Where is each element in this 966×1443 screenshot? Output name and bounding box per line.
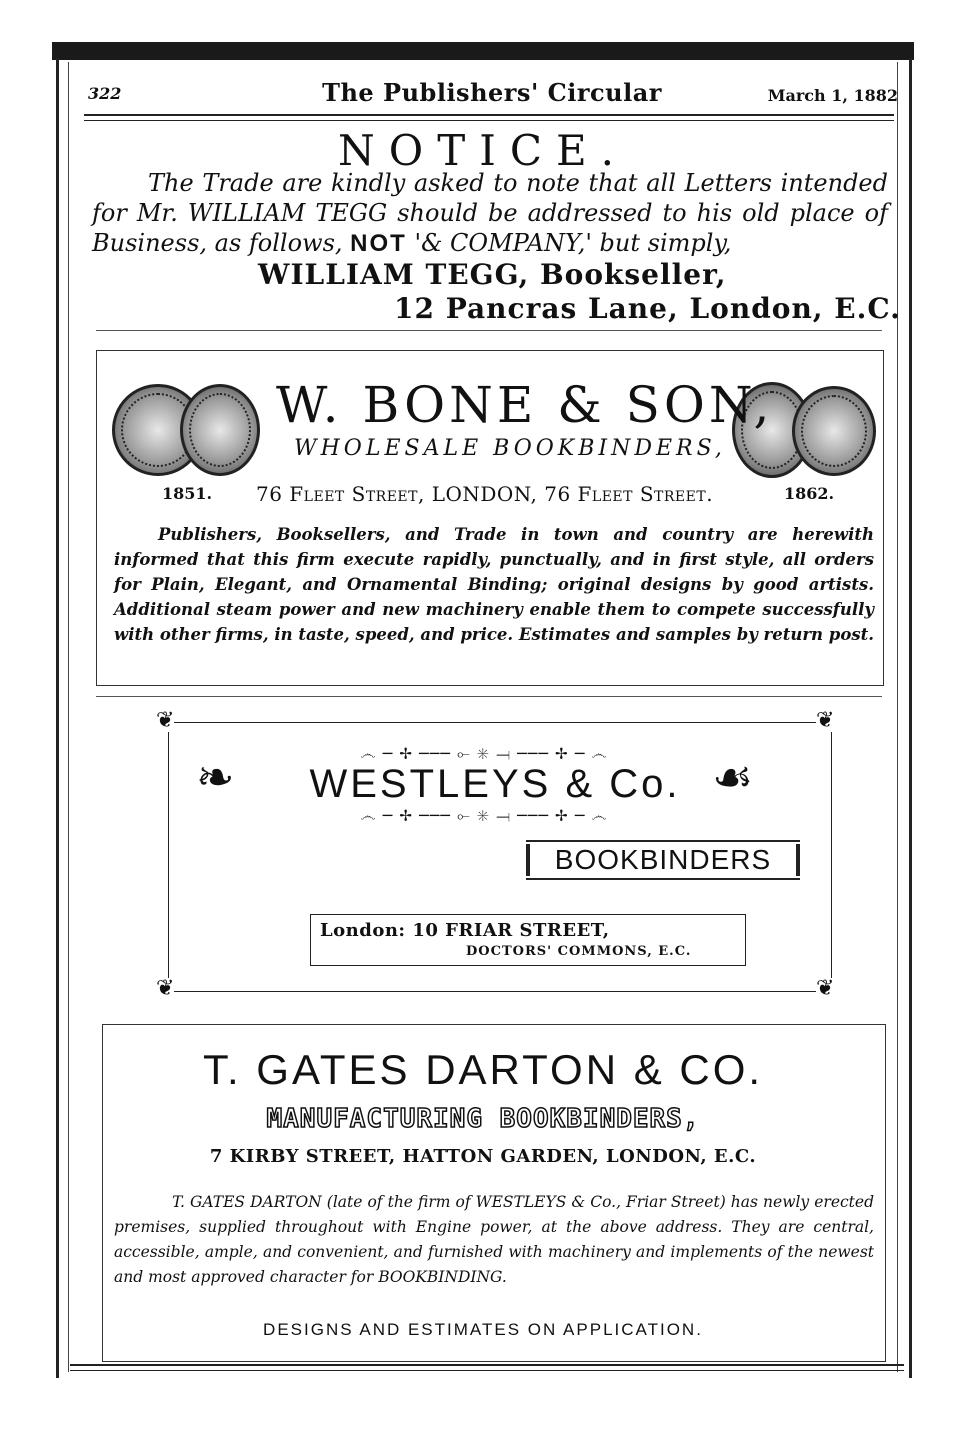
medal-icon (792, 386, 876, 476)
medal-icon (180, 384, 260, 476)
notice-body-tail: '& COMPANY,' but simply, (414, 229, 732, 257)
header-rule (84, 114, 894, 121)
flourish-right-icon: ☙ (712, 750, 754, 804)
notice-emphasis: NOT (350, 230, 407, 257)
darton-address: 7 KIRBY STREET, HATTON GARDEN, LONDON, E.C. (209, 1146, 757, 1167)
corner-ornament-icon: ❦ (156, 976, 175, 1001)
bone-year-right: 1862. (784, 484, 835, 503)
publication-title: The Publishers' Circular (322, 78, 662, 107)
westleys-trade: BOOKBINDERS (526, 840, 800, 880)
flourish-left-icon: ❧ (196, 750, 235, 804)
section-divider (96, 330, 882, 331)
ornament-rule-bottom: ෴ ─ ✢ ─── ⟜ ✳ ⟞ ─── ✢ ─ ෴ (360, 806, 608, 825)
bone-body: Publishers, Booksellers, and Trade in town and country are herewith informed that this firm execute rapidly, punctually, and in first style, all orders for Plain, Elegant, and Ornamental Binding; original designs by good artists. Additional steam power and new machinery enable them to compete successfully with other firms, in taste, speed, and price. Estimates and samples by return post. (114, 525, 874, 644)
westleys-address-line1: London: 10 FRIAR STREET, (320, 920, 610, 941)
issue-date: March 1, 1882 (767, 86, 898, 105)
notice-body (92, 168, 888, 259)
corner-ornament-icon: ❦ (156, 708, 175, 733)
running-header (82, 76, 902, 112)
westleys-address-line2: DOCTORS' COMMONS, E.C. (466, 944, 692, 959)
notice-body-text: The Trade are kindly asked to note that all Letters intended for Mr. WILLIAM TEGG should be addressed to his old place of Business, as follows, (92, 169, 888, 257)
section-divider (96, 696, 882, 697)
bone-year-left: 1851. (162, 484, 213, 503)
ornament-rule-top: ෴ ─ ✢ ─── ⟜ ✳ ⟞ ─── ✢ ─ ෴ (360, 744, 608, 763)
notice-address: 12 Pancras Lane, London, E.C. (394, 292, 901, 325)
notice-heading: NOTICE. (338, 126, 628, 175)
page-number: 322 (88, 84, 122, 103)
darton-subtitle: MANUFACTURING BOOKBINDERS, (266, 1104, 700, 1134)
westleys-title: WESTLEYS & Co. (309, 762, 681, 806)
bottom-rule (70, 1364, 904, 1371)
corner-ornament-icon: ❦ (816, 976, 835, 1001)
darton-footer: DESIGNS AND ESTIMATES ON APPLICATION. (263, 1320, 703, 1339)
darton-title: T. GATES DARTON & CO. (202, 1046, 764, 1093)
bone-title: W. BONE & SON, (276, 376, 774, 434)
bone-address: 76 Fleet Street, LONDON, 76 Fleet Street. (256, 482, 714, 506)
darton-body: T. GATES DARTON (late of the firm of WESTLEYS & Co., Friar Street) has newly erected premises, supplied throughout with Engine power, at the above address. They are central, accessible, ample, and convenient, and furnished with machinery and implements of the newest and most approved character for BOOKBINDING. (114, 1193, 874, 1286)
bone-subtitle: WHOLESALE BOOKBINDERS, (294, 436, 726, 461)
corner-ornament-icon: ❦ (816, 708, 835, 733)
notice-name: WILLIAM TEGG, Bookseller, (258, 258, 727, 291)
